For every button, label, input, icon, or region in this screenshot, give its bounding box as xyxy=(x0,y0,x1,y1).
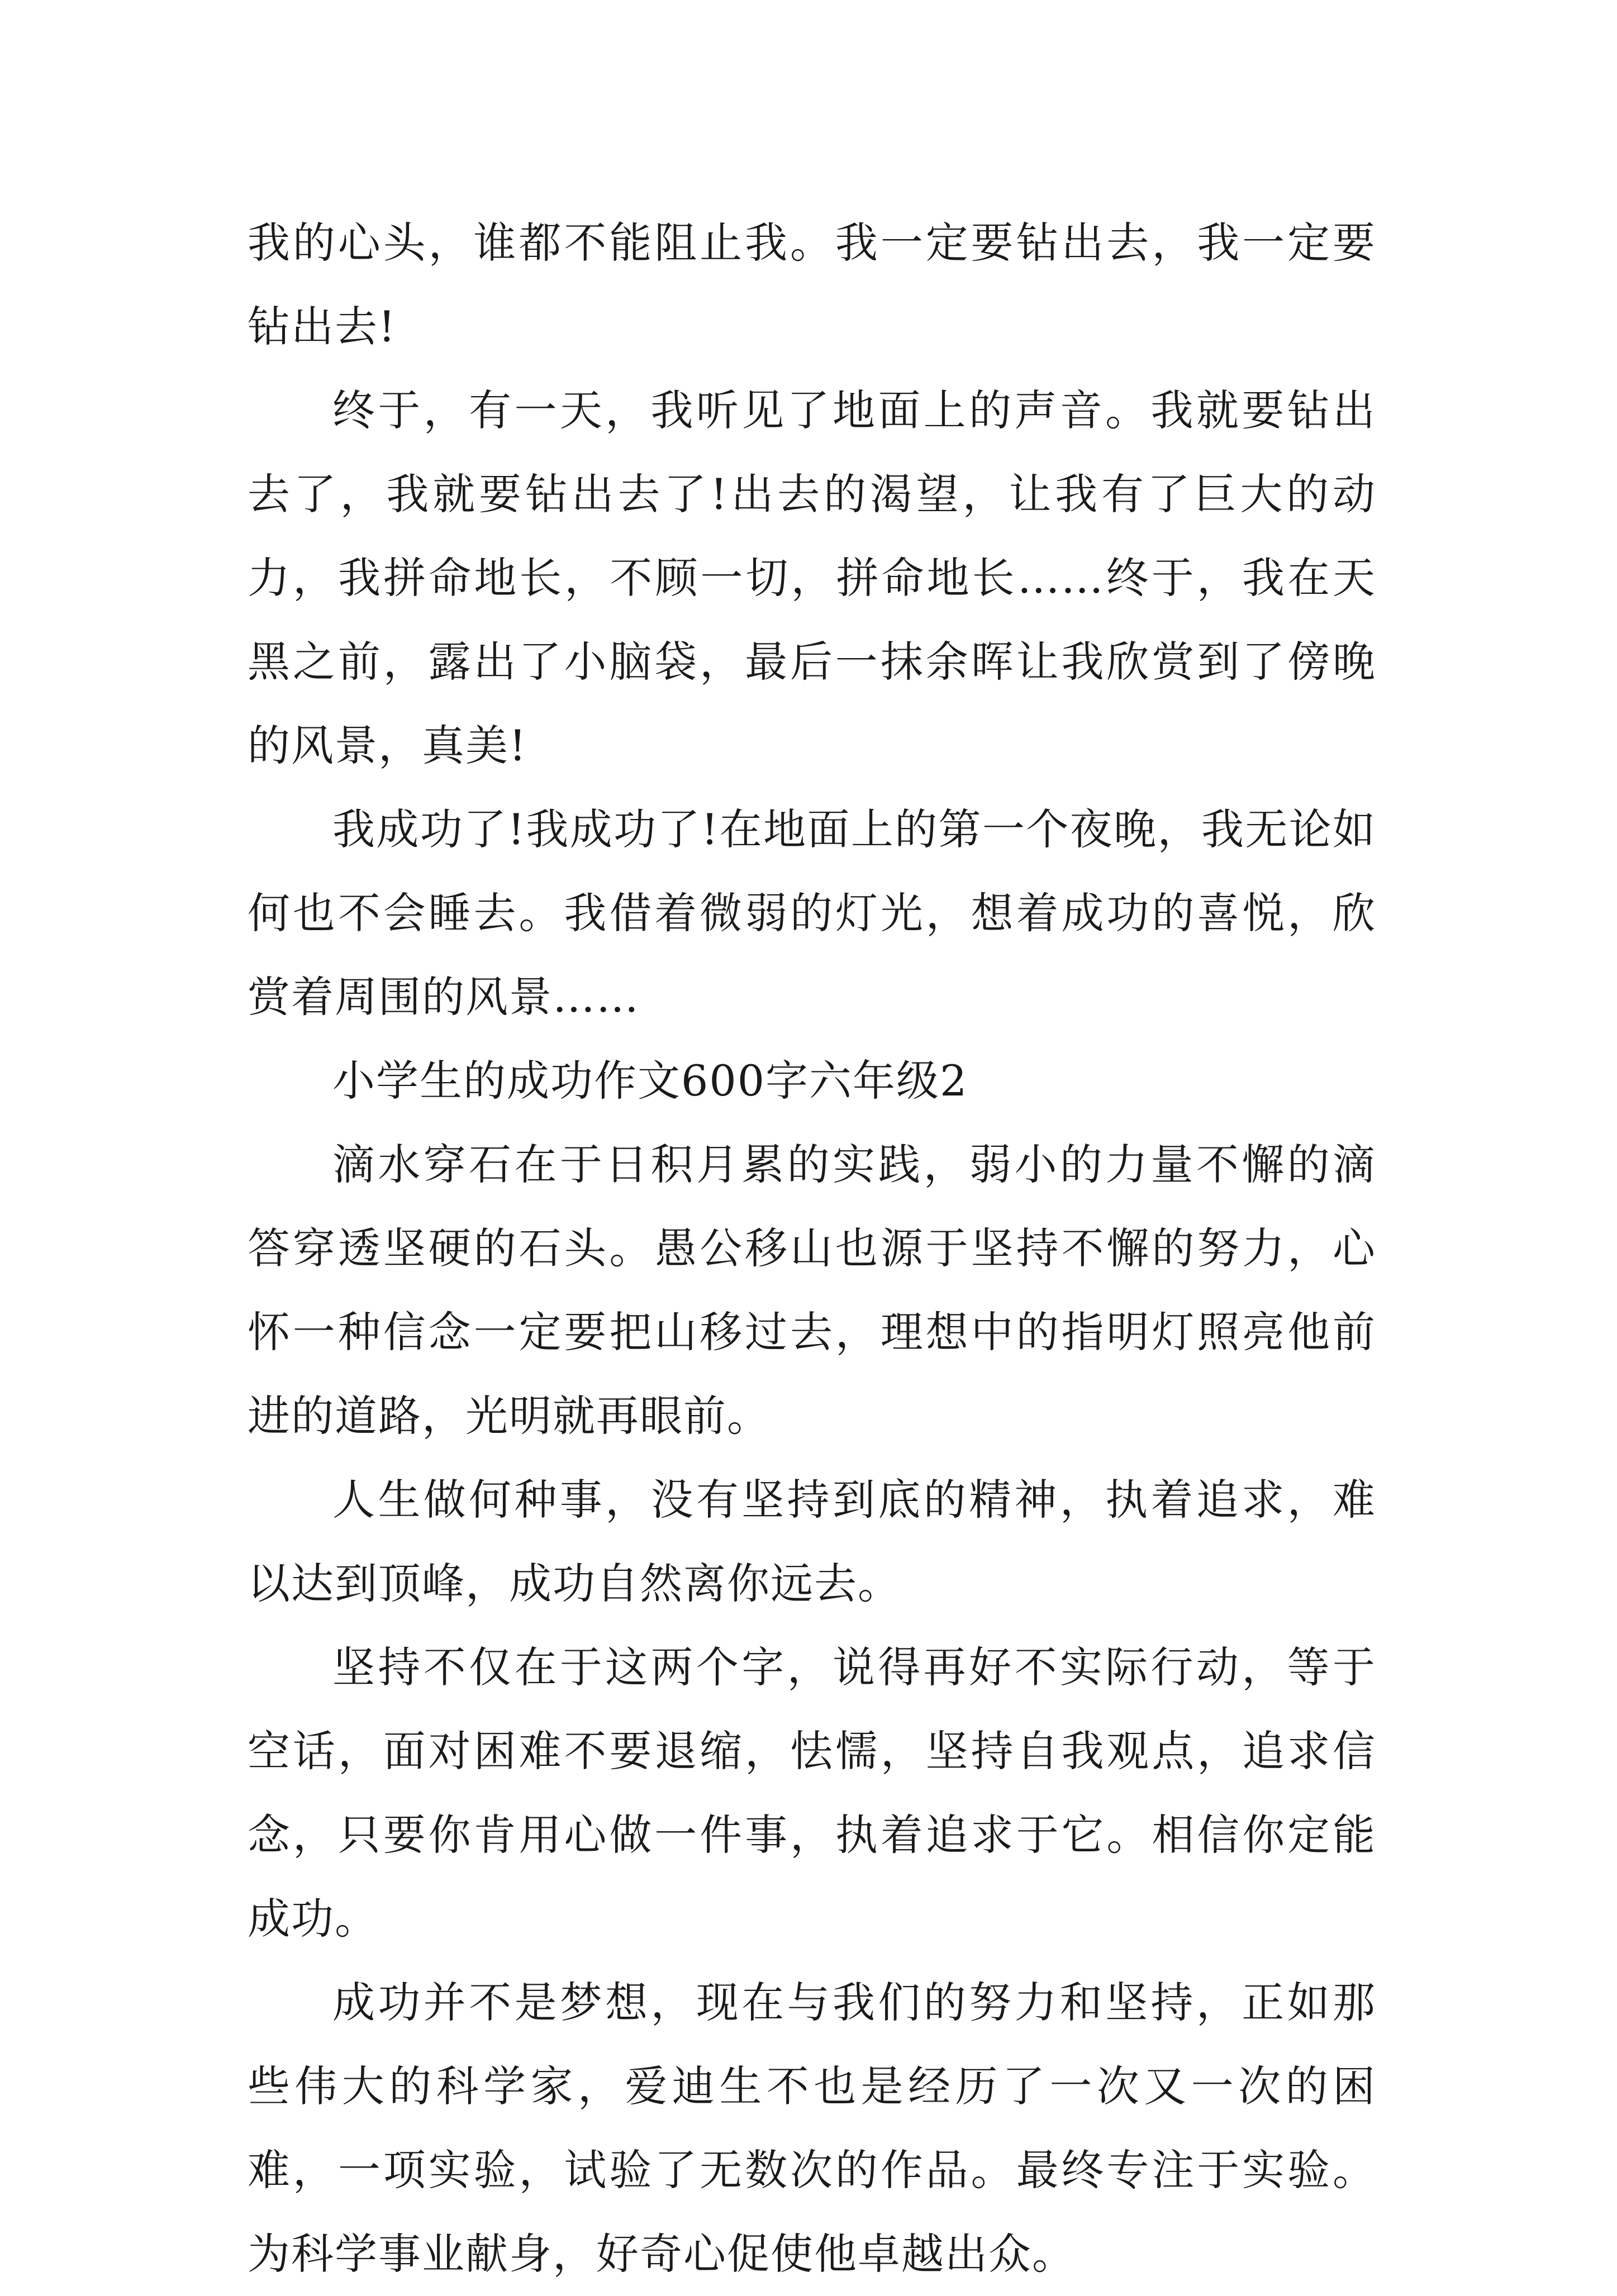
paragraph: 人生做何种事，没有坚持到底的精神，执着追求，难以达到顶峰，成功自然离你远去。 xyxy=(248,1475,1376,1608)
section-title: 小学生的成功作文600字六年级2 xyxy=(332,1056,968,1106)
paragraph: 成功并不是梦想，现在与我们的努力和坚持，正如那些伟大的科学家，爱迪生不也是经历了一次又一次的困难，一项实验，试验了无数次的作品。最终专注于实验。为科学事业献身，好奇心促使他卓越出众。 xyxy=(248,1978,1376,2279)
paragraph: 我的心头，谁都不能阻止我。我一定要钻出去，我一定要钻出去! xyxy=(248,218,1376,351)
paragraph: 坚持不仅在于这两个字，说得再好不实际行动，等于空话，面对困难不要退缩，怯懦，坚持自我观点，追求信念，只要你肯用心做一件事，执着追求于它。相信你定能成功。 xyxy=(248,1642,1376,1943)
paragraph: 我成功了!我成功了!在地面上的第一个夜晚，我无论如何也不会睡去。我借着微弱的灯光，想着成功的喜悦，欣赏着周围的风景…… xyxy=(248,804,1376,1022)
document-body xyxy=(248,201,1376,2296)
paragraph: 滴水穿石在于日积月累的实践，弱小的力量不懈的滴答穿透坚硬的石头。愚公移山也源于坚持不懈的努力，心怀一种信念一定要把山移过去，理想中的指明灯照亮他前进的道路，光明就再眼前。 xyxy=(248,1140,1376,1441)
paragraph: 终于，有一天，我听见了地面上的声音。我就要钻出去了，我就要钻出去了!出去的渴望，让我有了巨大的动力，我拼命地长，不顾一切，拼命地长……终于，我在天黑之前，露出了小脑袋，最后一抹余晖让我欣赏到了傍晚的风景，真美! xyxy=(248,385,1376,770)
